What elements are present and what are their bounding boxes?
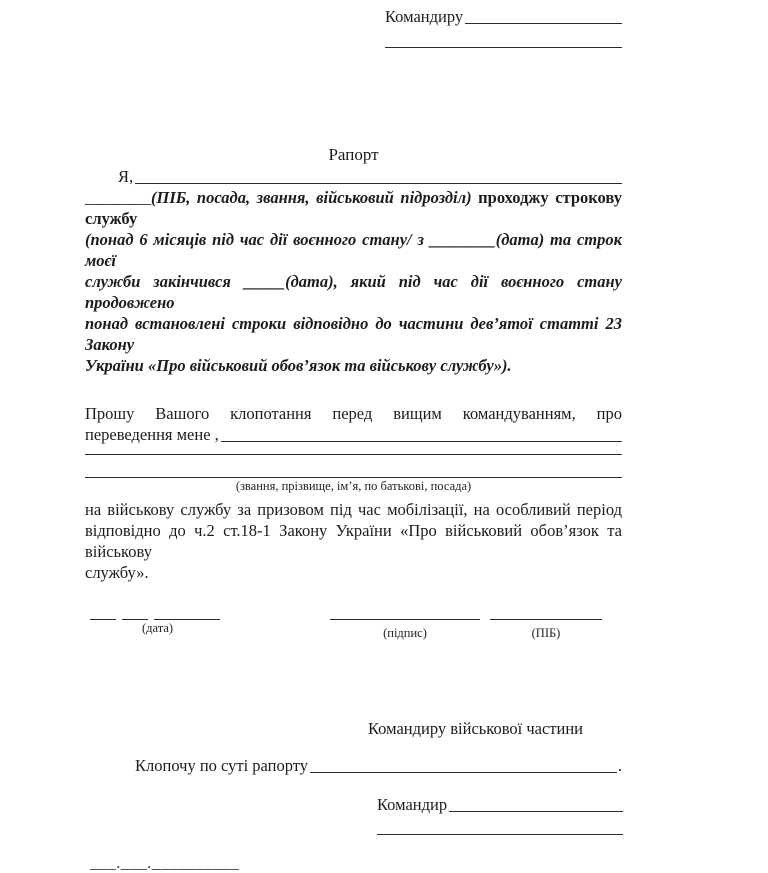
stance-line-1: (понад 6 місяців під час дії воєнного стану/ з ________(дата) та строк моєї [85, 230, 622, 270]
commander-label: Командир [377, 795, 448, 814]
request-blank-line [221, 424, 622, 442]
commander-blank-line [449, 794, 623, 812]
pib-blanks: ________ [85, 188, 151, 207]
date-blank-month [122, 607, 148, 620]
ya-line [85, 166, 622, 187]
name-blank-line [490, 607, 602, 620]
date-blank-day [90, 607, 116, 620]
service-line-1: на військову службу за призовом під час мобілізації, на особливий період [85, 500, 622, 519]
signature-group [330, 607, 480, 642]
pib-rest: проходжу строкову службу [85, 188, 622, 228]
stance-line-4: України «Про військовий обов’язок та військову службу»). [85, 356, 512, 375]
request-line-2 [85, 424, 622, 445]
motion-blank-line [310, 755, 617, 773]
request-label: переведення мене , [85, 425, 219, 444]
motion-period: . [617, 756, 622, 775]
report-title: Рапорт [328, 145, 379, 164]
service-line-3: службу». [85, 563, 149, 582]
name-group [490, 607, 602, 642]
ya-blank-line [135, 166, 622, 184]
motion-line [135, 755, 622, 776]
commander-line [377, 794, 623, 815]
pib-caption: (ПІБ, посада, звання, військовий підрозділ) [151, 188, 472, 207]
signature-blank-line [330, 607, 480, 620]
date-blank-segments [90, 607, 225, 620]
pib-line [85, 187, 622, 229]
name-caption: (ПІБ) [531, 626, 561, 640]
addressee-blank-line [465, 6, 622, 24]
date-caption: (дата) [141, 621, 174, 635]
ya-label: Я, [118, 167, 134, 186]
commander-second-blank-line [377, 815, 623, 835]
date-group [90, 607, 225, 642]
signature-caption: (підпис) [383, 626, 427, 640]
addressee-second-blank-line [385, 27, 622, 48]
service-line-2: відповідно до ч.2 ст.18-1 Закону України «Про військовий обов’язок та військову [85, 521, 622, 561]
addressee-block [385, 6, 622, 48]
motion-label: Клопочу по суті рапорту [135, 756, 309, 775]
addressee-label: Командиру [385, 7, 464, 26]
transfer-blank-line-2 [85, 455, 622, 478]
transfer-blank-line-1 [85, 445, 622, 455]
commander-block [377, 794, 623, 835]
stance-line-3: понад встановлені строки відповідно до частини дев’ятої статті 23 Закону [85, 314, 622, 354]
signature-row [85, 607, 622, 642]
bottom-date-line: ___.___.__________ [90, 853, 240, 872]
service-paragraph [85, 499, 622, 583]
stance-line-2: служби закінчився _____(дата), який під час дії воєнного стану продовжено [85, 272, 622, 312]
transfer-caption: (звання, прізвище, ім’я, по батькові, посада) [235, 479, 472, 493]
date-blank-year [154, 607, 220, 620]
resolution-addressee: Командиру військової частини [368, 719, 583, 738]
request-line-1: Прошу Вашого клопотання перед вищим командуванням, про [85, 404, 622, 423]
addressee-line [385, 6, 622, 27]
